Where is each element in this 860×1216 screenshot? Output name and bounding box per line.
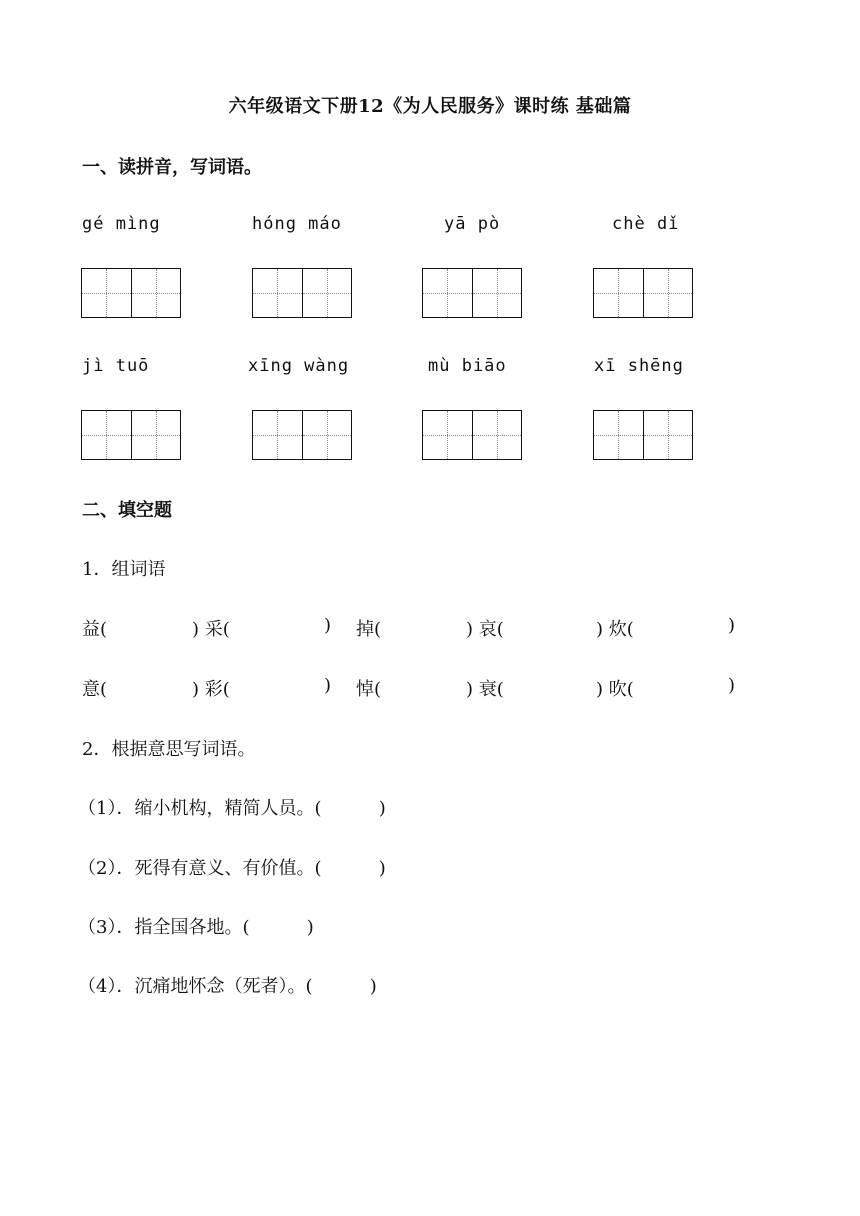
pinyin-5: jì tuō (82, 356, 150, 376)
q1-r2-b: ) 彩( (192, 679, 230, 700)
worksheet-title: 六年级语文下册12《为人民服务》课时练 基础篇 (228, 96, 632, 117)
q1-r2-f: ) 吹( (596, 679, 634, 700)
writing-grid-3[interactable] (422, 268, 522, 318)
pinyin-4: chè dǐ (612, 214, 680, 234)
q1-r1-b: ) 采( (192, 619, 230, 640)
pinyin-8: xī shēng (594, 356, 684, 376)
q1-r1-d: 掉( (356, 619, 382, 640)
writing-grid-6[interactable] (252, 410, 352, 460)
pinyin-2: hóng máo (252, 214, 342, 234)
q1-r2-g: ) (728, 675, 736, 696)
writing-grid-7[interactable] (422, 410, 522, 460)
pinyin-7: mù biāo (428, 356, 507, 376)
pinyin-3: yā pò (444, 214, 501, 234)
q1-label: 1．组词语 (82, 559, 166, 580)
q2-item-1: （1）．缩小机构，精简人员。( ) (78, 798, 386, 819)
q2-item-2: （2）．死得有意义、有价值。( ) (78, 858, 386, 879)
q2-item-4: （4）．沉痛地怀念（死者）。( ) (78, 976, 377, 997)
q1-r1-e: ) 哀( (466, 619, 504, 640)
writing-grid-1[interactable] (81, 268, 181, 318)
writing-grid-4[interactable] (593, 268, 693, 318)
q1-r2-e: ) 衰( (466, 679, 504, 700)
writing-grid-8[interactable] (593, 410, 693, 460)
q2-item-3: （3）．指全国各地。( ) (78, 917, 314, 938)
pinyin-1: gé mìng (82, 214, 161, 234)
writing-grid-5[interactable] (81, 410, 181, 460)
q1-r1-f: ) 炊( (596, 619, 634, 640)
section-2-heading: 二、填空题 (82, 500, 172, 521)
writing-grid-2[interactable] (252, 268, 352, 318)
pinyin-6: xīng wàng (248, 356, 350, 376)
q2-label: 2．根据意思写词语。 (82, 739, 256, 760)
section-1-heading: 一、读拼音，写词语。 (82, 157, 262, 178)
q1-r1-c: ) (324, 615, 332, 636)
q1-r2-d: 悼( (356, 679, 382, 700)
q1-r2-c: ) (324, 675, 332, 696)
q1-r1-g: ) (728, 615, 736, 636)
q1-r1-a: 益( (82, 619, 108, 640)
q1-r2-a: 意( (82, 679, 108, 700)
